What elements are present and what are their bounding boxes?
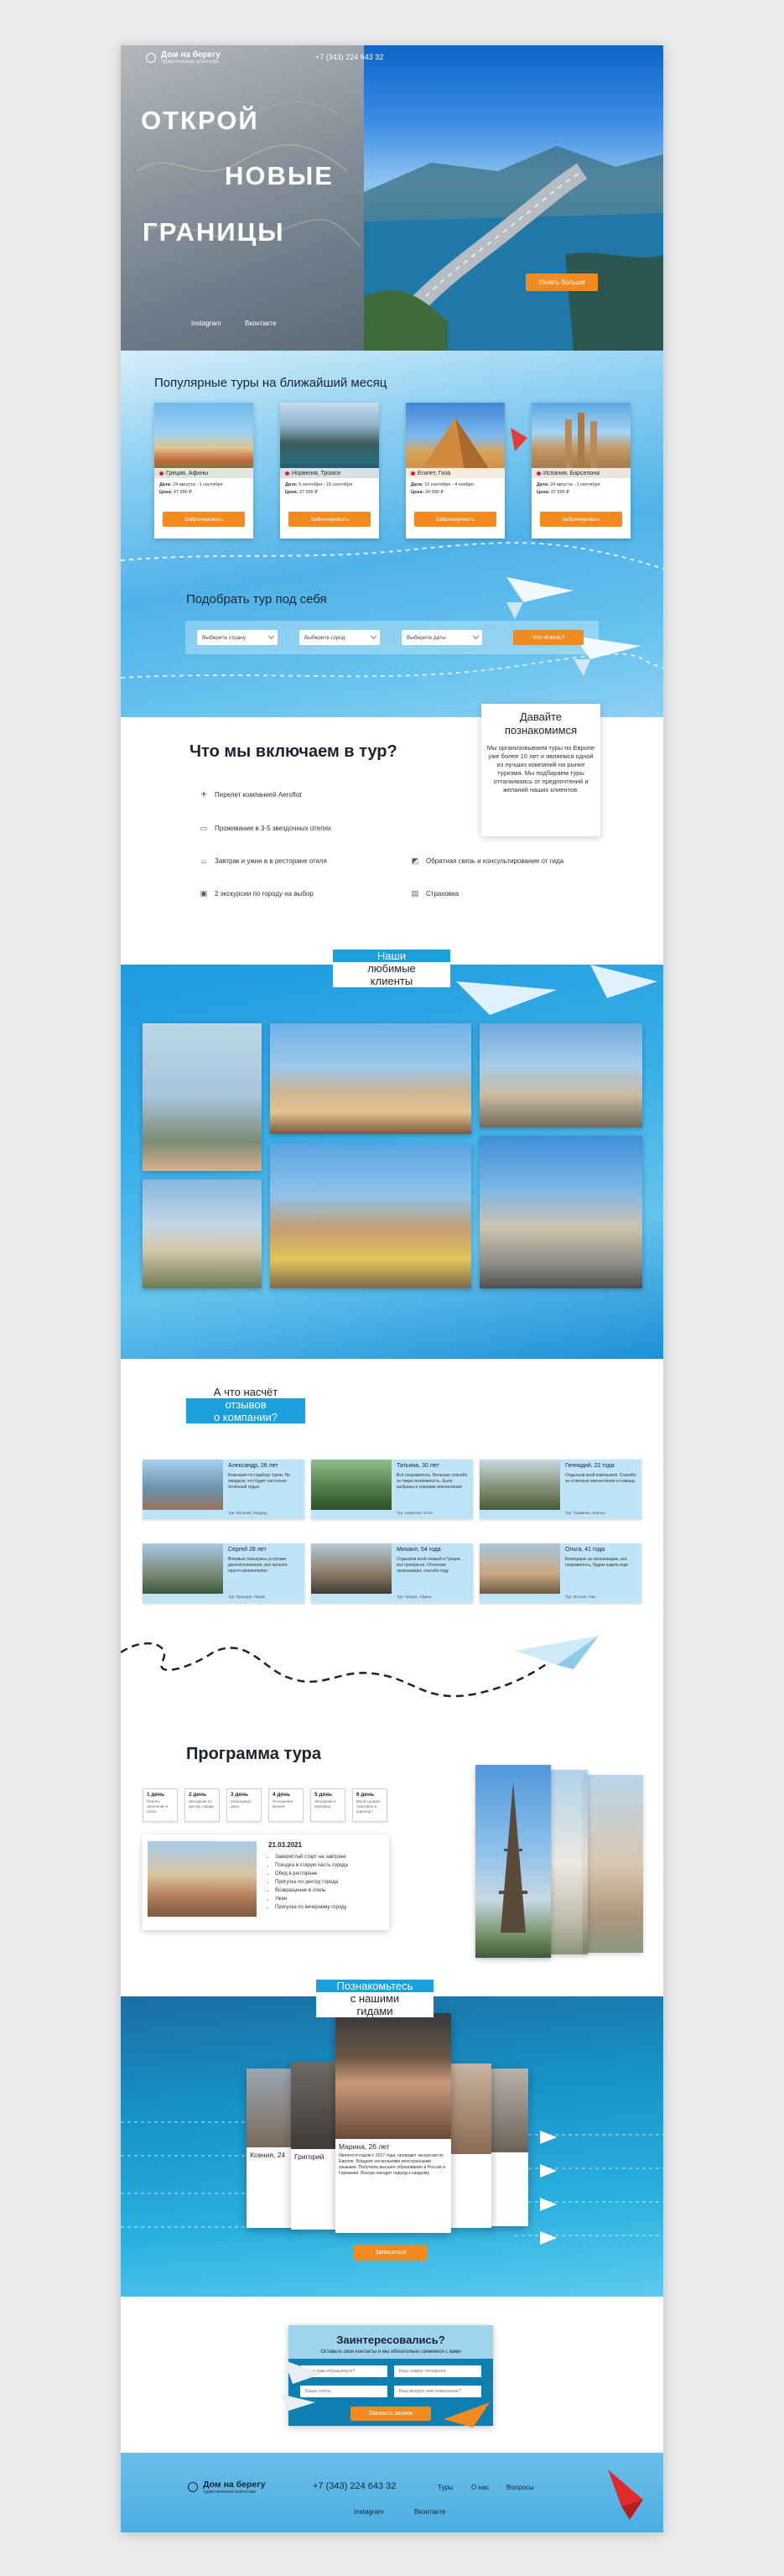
chat-icon: ◩ (411, 856, 419, 865)
coastal-road-illustration (364, 45, 663, 351)
program-photo-old-town (148, 1841, 257, 1917)
review-card (480, 1460, 641, 1519)
reviewer-name: Геннадий, 22 года (565, 1463, 615, 1469)
footer-brand-tagline: туристическое агентство (203, 2490, 257, 2495)
contact-form (288, 2325, 493, 2426)
location-pin-icon (285, 471, 289, 476)
featured-guide-text: Является гидом с 2017 года, проводит экскурсии по Европе. Владеет несколькими иностранными языками. Получила высшее образование в России и Германии. Всегда находит подход к каждому. (339, 2153, 446, 2176)
reviews-section (121, 1359, 663, 1745)
review-text: Компания по подбору туров. Не ожидали, что будет настолько отличный отдых (228, 1473, 290, 1490)
request-call-button[interactable]: Заказать звонок (350, 2407, 431, 2421)
tour-filter-title: Подобрать тур под себя (186, 592, 327, 606)
document-icon: ▤ (411, 889, 419, 898)
hero-vk-link[interactable]: Вконтакте (245, 320, 277, 327)
chevron-down-icon (473, 633, 479, 639)
guides-section (121, 1996, 663, 2297)
program-day-tab[interactable]: 1 день Прилет, заселение в отель (143, 1788, 178, 1822)
tour-photo (532, 403, 631, 478)
tour-filter-bar (185, 621, 599, 654)
guide-card-featured[interactable] (335, 2013, 451, 2233)
name-input[interactable] (300, 2365, 387, 2377)
phone-input[interactable] (394, 2365, 481, 2377)
client-photo-berlin-couple (270, 1023, 471, 1134)
tour-place-badge: Греция, Афины (154, 468, 253, 478)
reviewer-photo (480, 1543, 560, 1594)
country-select[interactable]: Выберите страну (197, 630, 278, 645)
tour-card-giza[interactable] (406, 403, 505, 539)
guide-card-ksenia[interactable] (247, 2069, 295, 2228)
popular-tours-section (121, 351, 663, 717)
pyramid-illustration (406, 403, 505, 478)
review-tour: Тур: Греция, Афины (397, 1595, 432, 1599)
review-text: Впервые пользуюсь услугами данной компании, все прошло просто великолепно (228, 1557, 288, 1574)
about-title-line-2: познакомимся (504, 724, 578, 736)
program-day-tab[interactable]: 6 день Вылет домой, трансфер в аэропорт (352, 1788, 387, 1822)
review-card (311, 1460, 473, 1519)
client-photo-acropolis-man (143, 1179, 262, 1288)
program-day-tab[interactable]: 4 день Посещение музеев (268, 1788, 304, 1822)
client-photo-triumph-arch (480, 1136, 642, 1288)
review-card (143, 1543, 304, 1603)
logo-mark-icon (188, 2482, 198, 2492)
review-tour: Тур: Германия, Берлин (565, 1511, 605, 1515)
review-text: Отдыхали всей семьей в Греции, все прекрасно. Отличная организация, спасибо гиду (397, 1557, 462, 1574)
ticket-icon: ▣ (200, 889, 208, 898)
review-text: Отдыхали всей компанией. Спасибо за отличные впечатления и помощь (565, 1473, 636, 1484)
clients-title-line-1: Наши (333, 950, 450, 962)
tour-place-badge: Норвегия, Тромсе (280, 468, 379, 478)
reviewer-name: Ольга, 41 года (565, 1547, 605, 1553)
reviews-title-line-2: отзывов (225, 1398, 267, 1411)
eiffel-tower-illustration (475, 1765, 551, 1958)
program-date: 21.03.2021 (268, 1841, 303, 1849)
logo-mark-icon (146, 53, 156, 63)
paper-plane-icon (540, 2231, 557, 2245)
footer-vk-link[interactable]: Вконтакте (414, 2508, 446, 2516)
hero-title-line-1: ОТКРОЙ (141, 106, 259, 135)
paper-plane-icon (456, 981, 557, 1015)
brand-name: Дом на берегу (161, 50, 221, 60)
tour-photo (280, 403, 379, 478)
footer-logo[interactable] (188, 2480, 265, 2495)
review-tour: Тур: Франция, Париж (228, 1595, 266, 1599)
review-tour: Тур: Норвегия, Осло (397, 1511, 433, 1515)
contact-title: Заинтересовались? (336, 2334, 445, 2346)
paper-plane-icon (506, 577, 574, 602)
hero-section (121, 45, 663, 351)
footer-instagram-link[interactable]: Instagram (354, 2508, 384, 2516)
reviewer-name: Михаил, 54 года (397, 1547, 441, 1553)
program-day-tab[interactable]: 3 день Свободный день (226, 1788, 262, 1822)
paper-plane-icon (540, 2198, 557, 2211)
schedule-item: • Возвращение в отель (275, 1886, 348, 1895)
city-select[interactable]: Выберите город (299, 630, 380, 645)
tour-details: Дата: 5 сентября - 15 сентября Цена: 37 990 ₽ (285, 482, 353, 495)
guide-card-right-2[interactable] (486, 2069, 528, 2226)
included-item-excursions: ▣ 2 экскурсии по городу на выбор (200, 889, 314, 898)
world-map-decoration (121, 45, 364, 351)
guide-photo (247, 2069, 295, 2147)
hero-logo[interactable] (146, 50, 221, 65)
program-photo-eiffel (475, 1765, 551, 1958)
about-title-line-1: Давайте (519, 710, 563, 723)
location-pin-icon (411, 471, 415, 476)
sign-up-button[interactable]: Записаться (354, 2245, 428, 2261)
program-day-tab[interactable]: 5 день Экскурсия в пригород (310, 1788, 345, 1822)
review-card (311, 1543, 473, 1603)
program-schedule-list (268, 1853, 348, 1912)
book-button[interactable]: Забронировать (163, 512, 245, 527)
hero-instagram-link[interactable]: Instagram (191, 320, 221, 327)
book-button[interactable]: Забронировать (540, 512, 622, 527)
client-photo-arch-man (480, 1023, 642, 1127)
popular-tours-title: Популярные туры на ближайший месяц (154, 376, 387, 390)
footer-brand-name: Дом на берегу (203, 2480, 266, 2490)
paper-plane-icon (540, 2131, 557, 2144)
clients-section (121, 965, 663, 1359)
question-input[interactable] (394, 2386, 481, 2397)
tour-card-tromso[interactable] (280, 403, 379, 539)
red-paper-plane-icon (596, 2453, 663, 2532)
email-input[interactable] (300, 2386, 387, 2397)
clients-title-line-3: клиенты (370, 975, 413, 987)
client-photo-paris-woman (143, 1023, 262, 1171)
guide-name: Григорий (294, 2152, 325, 2161)
guide-photo (449, 2063, 491, 2154)
included-item-meals: ⌓ Завтрак и ужин в в ресторане отеля (200, 856, 327, 865)
review-tour: Тур: Испания, Мадрид (228, 1511, 267, 1515)
plane-icon: ✈ (200, 790, 207, 799)
footer-nav-faq[interactable]: Вопросы (506, 2484, 534, 2491)
tour-program-section (121, 1745, 663, 1996)
chevron-down-icon (371, 633, 376, 639)
tour-details: Дата: 24 августа - 1 сентября Цена: 37 990 ₽ (537, 482, 600, 495)
schedule-item: • Поездка в старую часть города (275, 1861, 348, 1870)
reviews-title (186, 1386, 305, 1423)
guides-title-line-2: с нашими (350, 1992, 400, 2005)
brand-tagline: туристическое агентство (161, 60, 219, 65)
program-title: Программа тура (186, 1745, 321, 1763)
tour-photo (406, 403, 505, 478)
review-card (143, 1460, 304, 1519)
book-button[interactable]: Забронировать (288, 512, 371, 527)
guide-photo (486, 2069, 528, 2152)
reviewer-name: Александр, 26 лет (228, 1463, 278, 1469)
client-photo-colosseum-woman (270, 1144, 471, 1288)
tour-place-badge: Египет, Гиза (406, 468, 505, 478)
contact-subtitle: Оставьте свои контакты и мы обязательно свяжемся с вами (320, 2350, 461, 2355)
included-item-flight: ✈ Перелет компанией Aeroflot (200, 790, 302, 799)
clients-title (333, 950, 450, 987)
learn-more-button[interactable]: Узнать больше (526, 273, 598, 291)
reviewer-name: Татьяна, 30 лет (397, 1463, 439, 1469)
hero-phone[interactable]: +7 (343) 224 643 32 (315, 53, 384, 61)
schedule-item: • Обед в ресторане (275, 1870, 348, 1878)
chevron-down-icon (268, 633, 274, 639)
dashed-flight-path (121, 1619, 663, 1720)
dates-select[interactable]: Выберите даты (402, 630, 482, 645)
schedule-item: • Заверистый старт на завтраке (275, 1853, 348, 1861)
guides-title (316, 1980, 434, 2017)
book-button[interactable]: Забронировать (414, 512, 496, 527)
dish-icon: ⌓ (200, 856, 207, 865)
red-paper-plane-icon (511, 428, 527, 451)
schedule-item: • Прогулка по вечернему городу (275, 1903, 348, 1912)
hero-title-line-3: ГРАНИЦЫ (143, 217, 285, 247)
location-pin-icon (537, 471, 541, 476)
included-item-guide: ◩ Обратная связь и консультирование от гида (411, 856, 564, 865)
reviewer-photo (143, 1460, 223, 1510)
paper-plane-icon (540, 2164, 557, 2178)
guide-card-right-1[interactable] (449, 2063, 491, 2228)
schedule-item: • Прогулка по центру города (275, 1878, 348, 1886)
about-text: Мы организовываем туры по Европе уже более 10 лет и являемся одной из лучших компаний на рынке туризма. Мы подбираем туры отталкиваясь от предпочтений и желаний наших клиентов. (486, 744, 595, 794)
review-card (480, 1543, 641, 1603)
reviewer-photo (311, 1543, 392, 1594)
tour-details: Дата: 10 сентября - 4 ноября Цена: 34 990 ₽ (411, 482, 474, 495)
reviews-title-line-3: о компании? (213, 1411, 278, 1423)
guides-title-line-1: Познакомьтесь (316, 1980, 434, 1992)
tour-photo (154, 403, 253, 478)
included-title: Что мы включаем в тур? (190, 742, 397, 761)
included-item-insurance: ▤ Страховка (411, 889, 459, 898)
review-tour: Тур: Италия, Рим (565, 1595, 596, 1599)
guides-title-line-3: гидами (356, 2005, 393, 2017)
hero-photo-coastal-road (364, 45, 663, 351)
clients-title-line-2: любимые (367, 962, 416, 975)
bed-icon: ▭ (200, 824, 208, 832)
included-section (121, 710, 663, 965)
program-day-card (143, 1834, 389, 1930)
footer (121, 2453, 663, 2532)
landing-page (121, 45, 663, 2532)
tour-details: Дата: 24 августа - 1 сентября Цена: 47 990 ₽ (159, 482, 223, 495)
hero-title-line-2: НОВЫЕ (225, 161, 334, 190)
review-text: Всё понравилось. Большое спасибо за такую возможность, были выбраны и хорошие впечатления (397, 1473, 468, 1490)
about-us-card (481, 704, 600, 836)
tour-card-athens[interactable] (154, 403, 253, 539)
reviewer-photo (311, 1460, 392, 1510)
hero-left-panel (121, 45, 364, 351)
tour-place-badge: Испания, Барселона (532, 468, 631, 478)
footer-nav-tours[interactable]: Туры (438, 2484, 454, 2491)
guide-card-grigory[interactable] (291, 2062, 337, 2230)
program-day-tab[interactable]: 2 день Экскурсия по центру города (184, 1788, 220, 1822)
cathedral-illustration (532, 403, 631, 478)
footer-nav-about[interactable]: О нас (471, 2484, 490, 2491)
featured-guide-name: Марина, 26 лет (339, 2142, 390, 2151)
schedule-item: • Ужин (275, 1895, 348, 1903)
guide-photo (291, 2062, 337, 2149)
footer-phone[interactable]: +7 (343) 224 643 32 (313, 2481, 397, 2491)
find-tour-button[interactable]: Что искать? (513, 630, 584, 645)
reviews-title-line-1: А что насчёт (186, 1386, 305, 1398)
reviewer-photo (143, 1543, 223, 1594)
paper-plane-icon (590, 965, 657, 998)
reviewer-photo (480, 1460, 560, 1510)
reviewer-name: Сергей 28 лет (228, 1547, 267, 1553)
program-photo-colosseum (583, 1775, 643, 1953)
guide-photo-marina (335, 2013, 451, 2139)
included-item-hotel: ▭ Проживание в 3-5 звездочных отелях (200, 824, 331, 832)
tour-card-barcelona[interactable] (532, 403, 631, 539)
guide-name: Ксения, 24 (250, 2151, 286, 2159)
location-pin-icon (159, 471, 164, 476)
review-text: Благодарю за организацию, все понравилось, будем ездить еще (565, 1557, 628, 1568)
